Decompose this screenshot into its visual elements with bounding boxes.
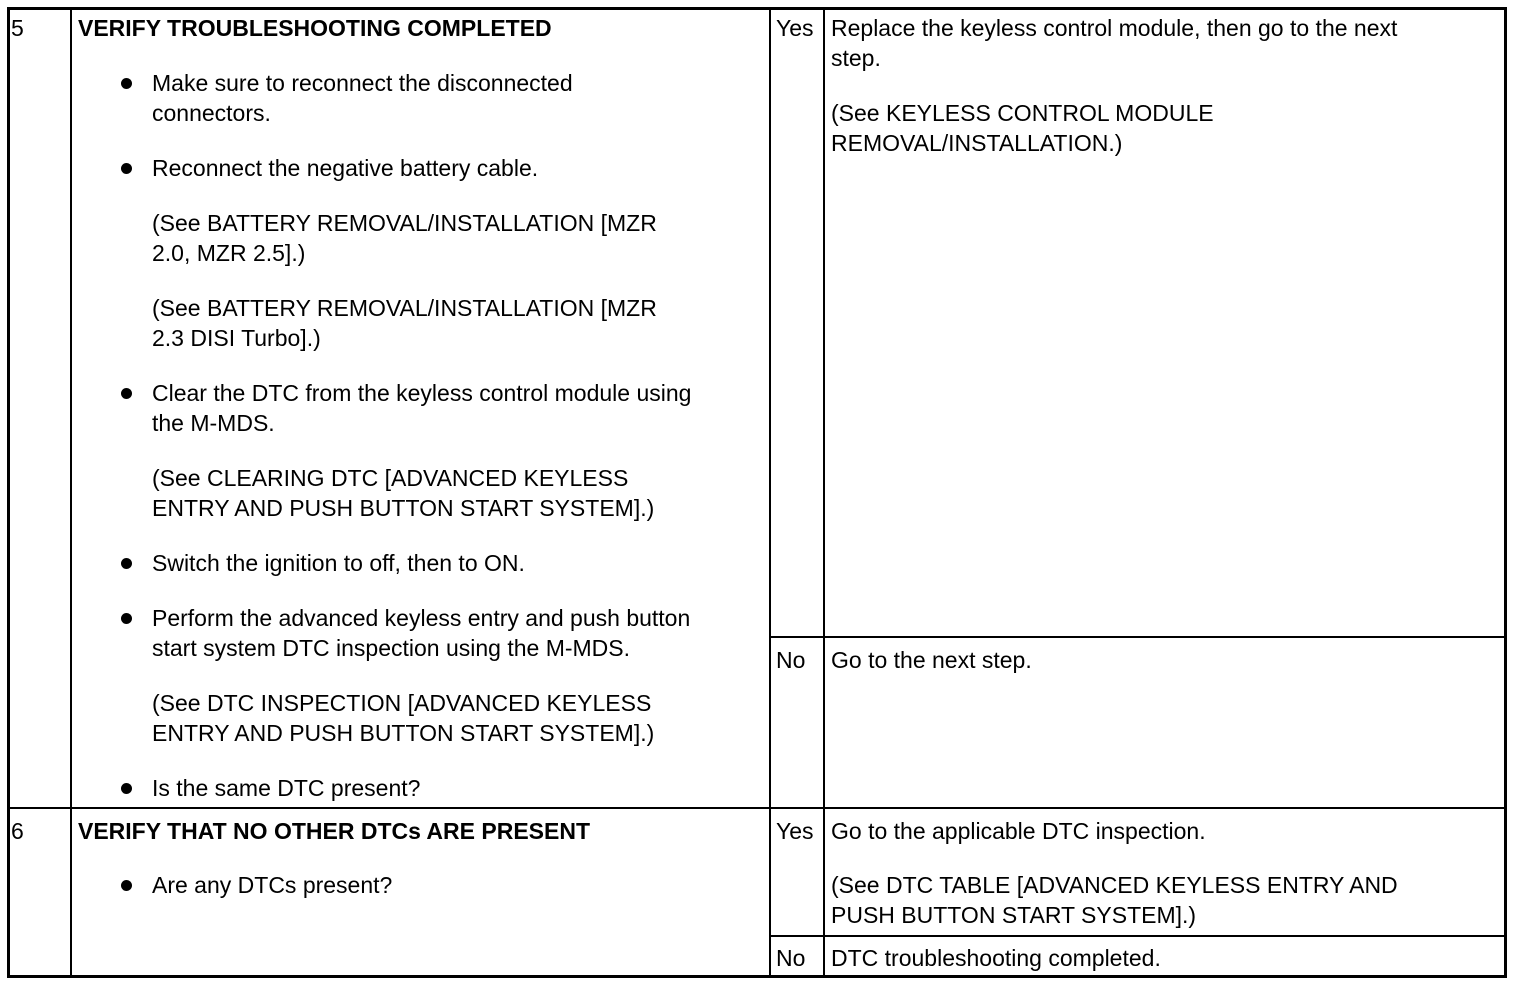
action-line: (See DTC TABLE [ADVANCED KEYLESS ENTRY AND <box>831 872 1398 898</box>
row-divider-step-5-no <box>769 636 1507 638</box>
item-line: Clear the DTC from the keyless control module using <box>152 380 692 406</box>
item-line: Is the same DTC present? <box>152 775 421 801</box>
action-line: Go to the applicable DTC inspection. <box>831 818 1206 844</box>
reference-note <box>152 688 762 748</box>
column-divider-action <box>823 7 825 978</box>
inspection-item <box>152 603 762 663</box>
column-divider-result <box>769 7 771 978</box>
action-line: step. <box>831 45 881 71</box>
inspection-item <box>152 773 762 803</box>
column-divider-step <box>70 7 72 978</box>
result-yes-label: Yes <box>776 15 814 41</box>
item-line: (See BATTERY REMOVAL/INSTALLATION [MZR <box>152 210 657 236</box>
row-divider-step-6-no <box>769 935 1507 937</box>
item-line: Perform the advanced keyless entry and push button <box>152 605 691 631</box>
action-line: (See KEYLESS CONTROL MODULE <box>831 100 1214 126</box>
item-line: Reconnect the negative battery cable. <box>152 155 539 181</box>
bullet-icon <box>121 783 132 794</box>
item-line: Make sure to reconnect the disconnected <box>152 70 573 96</box>
result-yes-label: Yes <box>776 818 814 844</box>
item-line: connectors. <box>152 100 271 126</box>
action-line: REMOVAL/INSTALLATION.) <box>831 130 1123 156</box>
step-heading: VERIFY TROUBLESHOOTING COMPLETED <box>78 15 552 41</box>
item-line: the M-MDS. <box>152 410 275 436</box>
inspection-item <box>152 870 762 900</box>
inspection-item <box>152 153 762 183</box>
bullet-icon <box>121 880 132 891</box>
action-yes <box>831 816 1491 846</box>
item-line: (See DTC INSPECTION [ADVANCED KEYLESS <box>152 690 652 716</box>
inspection-item <box>152 378 762 438</box>
item-line: Are any DTCs present? <box>152 872 393 898</box>
item-line: start system DTC inspection using the M-MDS. <box>152 635 631 661</box>
action-no <box>831 943 1491 973</box>
inspection-item <box>152 548 762 578</box>
item-line: 2.0, MZR 2.5].) <box>152 240 306 266</box>
item-line: Switch the ignition to off, then to ON. <box>152 550 525 576</box>
bullet-icon <box>121 163 132 174</box>
action-reference <box>831 870 1491 930</box>
row-divider-step-6 <box>7 807 1507 809</box>
action-line: Go to the next step. <box>831 647 1032 673</box>
reference-note <box>152 208 762 268</box>
action-yes <box>831 13 1491 73</box>
bullet-icon <box>121 558 132 569</box>
step-number: 5 <box>11 15 24 41</box>
result-no-label: No <box>776 945 806 971</box>
item-line: ENTRY AND PUSH BUTTON START SYSTEM].) <box>152 495 655 521</box>
item-line: (See CLEARING DTC [ADVANCED KEYLESS <box>152 465 629 491</box>
reference-note <box>152 293 762 353</box>
action-line: DTC troubleshooting completed. <box>831 945 1161 971</box>
result-no-label: No <box>776 647 806 673</box>
bullet-icon <box>121 78 132 89</box>
action-reference <box>831 98 1491 158</box>
bullet-icon <box>121 613 132 624</box>
reference-note <box>152 463 762 523</box>
inspection-item <box>152 68 762 128</box>
step-heading: VERIFY THAT NO OTHER DTCs ARE PRESENT <box>78 818 591 844</box>
bullet-icon <box>121 388 132 399</box>
item-line: 2.3 DISI Turbo].) <box>152 325 321 351</box>
item-line: ENTRY AND PUSH BUTTON START SYSTEM].) <box>152 720 655 746</box>
action-line: PUSH BUTTON START SYSTEM].) <box>831 902 1197 928</box>
action-no <box>831 645 1491 675</box>
step-number: 6 <box>11 818 24 844</box>
action-line: Replace the keyless control module, then go to the next <box>831 15 1398 41</box>
item-line: (See BATTERY REMOVAL/INSTALLATION [MZR <box>152 295 657 321</box>
